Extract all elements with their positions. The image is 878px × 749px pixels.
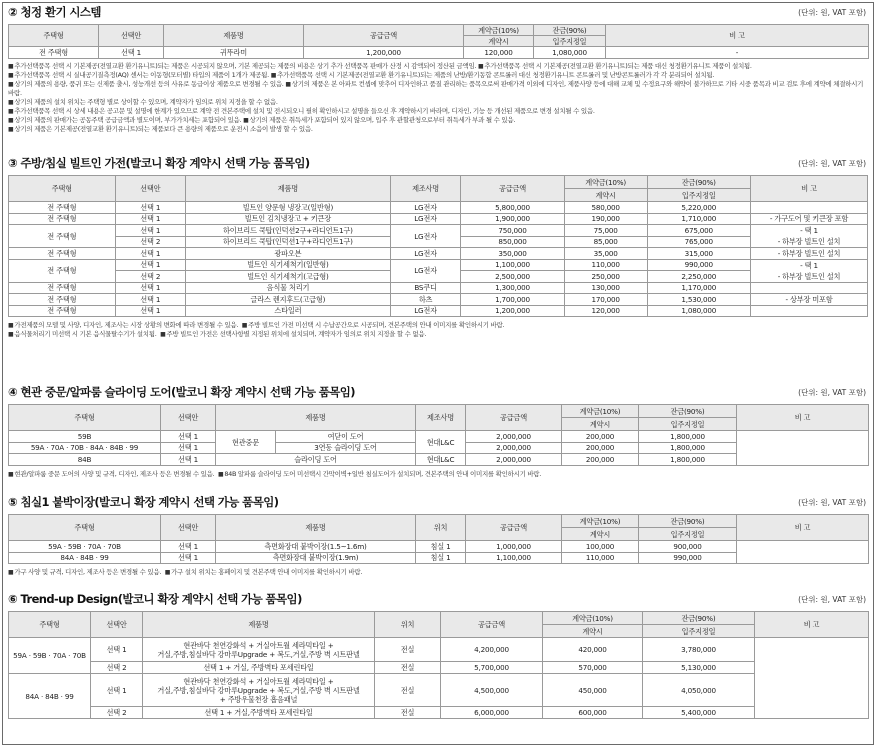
cell-balance: 5,400,000 [643, 707, 755, 719]
cell-deposit: 170,000 [564, 294, 647, 306]
note: 주방 빌트인 가전은 선택사항별 지정된 위치에 설치되며, 계약자가 임의로 위치 지정을 할 수 없음. [166, 330, 427, 338]
cell-deposit: 200,000 [562, 431, 639, 443]
th-deposit-sub: 계약시 [464, 36, 534, 47]
table-row [9, 213, 868, 225]
cell-deposit: 450,000 [543, 674, 643, 707]
cell-balance: 1,800,000 [639, 454, 737, 466]
cell-location: 침실 1 [416, 541, 466, 553]
th-option: 선택안 [161, 405, 216, 431]
cell-deposit: 420,000 [543, 638, 643, 662]
cell-price: 5,800,000 [461, 202, 564, 214]
th-balance: 잔금(90%) [639, 405, 737, 418]
cell-remark: - 가구도어 및 키큰장 포함 [751, 213, 868, 225]
th-deposit-sub: 계약시 [562, 528, 639, 541]
cell-remark [737, 431, 869, 466]
note: 추가선택품목 선택 시 기본제공(전열교환 환기유니트)되는 제품의 난방/환기동합 콘트롤러 대신 청정환기유니트 콘트롤러 및 난방콘트롤러가 각 각 분리되어 설치됨. [277, 71, 715, 79]
cell-price: 2,000,000 [466, 431, 562, 443]
cell-deposit: 100,000 [562, 541, 639, 553]
note: 주방 빌트인 가전 미선택 시 수납공간으로 시공되며, 견본주택의 안내 이미지를 확인하시기 바람. [248, 321, 505, 329]
cell-type: 84A · 84B · 99 [9, 674, 91, 719]
table-row [9, 541, 869, 553]
cell-balance: 2,250,000 [647, 271, 750, 283]
th-remark: 비 고 [606, 25, 869, 47]
th-deposit: 계약금(10%) [564, 176, 647, 189]
cell-price: 2,500,000 [461, 271, 564, 283]
price-list-document [2, 2, 874, 745]
th-type: 주택형 [9, 25, 99, 47]
cell-price: 1,300,000 [461, 282, 564, 294]
cell-option: 선택 1 [161, 552, 216, 564]
cell-maker: BS쿠디 [390, 282, 460, 294]
cell-price: 350,000 [461, 248, 564, 260]
cell-balance: 5,130,000 [643, 662, 755, 674]
cell-price: 1,200,000 [304, 47, 464, 59]
cell-balance: 4,050,000 [643, 674, 755, 707]
note: 상기의 제품은 본 아파트 컨셉에 맞추어 디자인하고 품질 관리하는 품목으로써 판매가격 이외에 디자인, 제품사양 등에 대해 교체 및 수정요구와 해약이 불가하므로 기타 시중 품목과 비교 검토 후에 계약에 체결하시기 바람. [8, 80, 864, 97]
cell-remark [737, 541, 869, 564]
cell-type: 전 주택형 [9, 225, 116, 248]
cell-balance: 3,780,000 [643, 638, 755, 662]
cell-remark: - 상부장 미포함 [751, 294, 868, 306]
th-maker: 제조사명 [416, 405, 466, 431]
th-option: 선택안 [99, 25, 164, 47]
th-balance-sub: 입주지정일 [643, 625, 755, 638]
note: 상기의 제품은 취득세가 포함되어 있지 않으며, 입주 후 관할관청으로부터 취득세가 부과 될 수 있음. [249, 116, 516, 124]
cell-maker: LG전자 [390, 225, 460, 248]
cell-maker: 현대L&C [416, 454, 466, 466]
cell-type: 전 주택형 [9, 213, 116, 225]
cell-price: 6,000,000 [441, 707, 543, 719]
th-maker: 제조사명 [390, 176, 460, 202]
table-row [9, 305, 868, 317]
table-row [9, 225, 868, 237]
th-deposit: 계약금(10%) [543, 612, 643, 625]
cell-balance: 1,080,000 [647, 305, 750, 317]
table-row [9, 294, 868, 306]
th-type: 주택형 [9, 515, 161, 541]
cell-price: 4,500,000 [441, 674, 543, 707]
cell-product: 선택 1 + 거실,주방벽타 포세린타일 [143, 707, 375, 719]
cell-maker: 현대L&C [416, 431, 466, 454]
cell-price: 2,000,000 [466, 442, 562, 454]
cell-remark: - [606, 47, 869, 59]
th-deposit-sub: 계약시 [564, 189, 647, 202]
cell-option: 선택 1 [161, 454, 216, 466]
cell-deposit: 200,000 [562, 442, 639, 454]
cell-remark [755, 638, 869, 719]
cell-type: 59A · 70A · 70B · 84A · 84B · 99 [9, 442, 161, 454]
cell-deposit: 200,000 [562, 454, 639, 466]
th-remark: 비 고 [737, 515, 869, 541]
section-title: ⑤ 침실1 붙박이장(발코니 확장 계약시 선택 가능 품목임) [8, 495, 279, 509]
cell-product: 귀뚜라미 [164, 47, 304, 59]
cell-product: 빌트인 식기세척기(고급형) [185, 271, 390, 283]
cell-option: 선택 1 [115, 213, 185, 225]
remark-line: - 택 1 [800, 226, 818, 235]
th-deposit: 계약금(10%) [562, 515, 639, 528]
remark-line: - 하부장 빌트인 설치 [777, 271, 841, 281]
th-remark: 비 고 [737, 405, 869, 431]
cell-balance: 1,710,000 [647, 213, 750, 225]
cell-price: 2,000,000 [466, 454, 562, 466]
th-deposit-sub: 계약시 [543, 625, 643, 638]
th-type: 주택형 [9, 612, 91, 638]
cell-location: 전실 [375, 638, 441, 662]
note: 추가선택품목 선택 시 상세 내용은 공고문 및 설명에 한계가 있으므로 계약 전 견본주택에 설치 및 전시되오니 필히 확인하시고 설명을 들으신 후 계약하시기 바라며, 디자인, 기능 등 개선된 제품으로 변경 설치될 수 있음. [14, 107, 595, 115]
th-option: 선택안 [161, 515, 216, 541]
cell-balance: 990,000 [647, 259, 750, 271]
note: 상기의 제품의 용량, 품귀 또는 신제품 출시, 성능개선 등의 사유로 동급이상 제품으로 변경될 수 있음. [14, 80, 284, 88]
cell-deposit: 35,000 [564, 248, 647, 260]
table-row [9, 638, 869, 662]
cell-product: 측면화장대 붙박이장(1.9m) [216, 552, 416, 564]
table-row [9, 707, 869, 719]
note: 추가선택품목 선택 시 실내공기질측정(AQ) 센서는 이동형(모터별) 타입의 제품이 1개가 제공됨. [14, 71, 269, 79]
appliances-table [8, 175, 868, 317]
th-deposit: 계약금(10%) [464, 25, 534, 36]
cell-balance: 5,220,000 [647, 202, 750, 214]
cell-option: 선택 1 [115, 305, 185, 317]
th-product: 제품명 [185, 176, 390, 202]
cell-type: 전 주택형 [9, 305, 116, 317]
note: 가전제품의 모델 및 사양, 디자인, 제조사는 시장 상황의 변화에 따라 변경될 수 있음. [14, 321, 239, 329]
cell-option: 선택 2 [115, 271, 185, 283]
th-deposit: 계약금(10%) [562, 405, 639, 418]
cell-option: 선택 1 [115, 202, 185, 214]
th-type: 주택형 [9, 176, 116, 202]
cell-remark [751, 305, 868, 317]
ventilation-notes: ■추가선택품목 선택 시 기본제공(전열교환 환기유니트)되는 제품은 시공되지 않으며, 기본 제공되는 제품의 비용은 상기 추가 선택품목 판매가 산정 시 감액되어 정산된 금액임. ■추가선택품목 선택 시 기본제공(전열교환 환기유니트)되는 제품 대신 청정환기유니트 제품이 설치됨. ■추가선택품목 선택 시 실내공기질측정(AQ) 센서는 이동형(모터별) 타입의 제품이 1개가 제공됨. ■추가선택품목 선택 시 기본제공(전열교환 환기유니트)되는 제품의 난방/환기동합 콘트롤러 대신 청정환기유니트 콘트롤러 및 난방콘트롤러가 각 각 분리되어 설치됨. ■상기의 제품의 용량, 품귀 또는 신제품 출시, 성능개선 등의 사유로 동급이상 제품으로 변경될 수 있음. ■상기의 제품은 본 아파트 컨셉에 맞추어 디자인하고 품질 관리하는 품목으로써 판매가격 이외에 디자인, 제품사양 등에 대해 교체 및 수정요구와 해약이 불가하므로 기타 시중 품목과 비교 검토 후에 계약에 체결하시기 바람. ■상기의 제품의 설치 위치는 주택형 별로 상이할 수 있으며, 계약자가 임의로 위치 지정을 할 수 없음. ■추가선택품목 선택 시 상세 내용은 공고문 및 설명에 한계가 있으므로 계약 전 견본주택에 설치 및 전시되오니 필히 확인하시고 설명을 들으신 후 계약하시기 바라며, 디자인, 기능 등 개선된 제품으로 변경 설치될 수 있음. ■상기의 제품의 판매가는 공동주택 공급금액과 별도이며, 부가가치세는 포함되어 있음. ■상기의 제품은 취득세가 포함되어 있지 않으며, 입주 후 관할관청으로부터 취득세가 부과 될 수 있음. ■상기의 제품은 기본제공(전열교환 환기유니트)되는 제품보다 큰 용량의 제품으로 운전시 소음이 발생 할 수 있음. [8, 62, 864, 133]
th-price: 공급금액 [466, 515, 562, 541]
th-balance: 잔금(90%) [643, 612, 755, 625]
cell-category: 현관중문 [216, 431, 276, 454]
cell-option: 선택 1 [161, 442, 216, 454]
unit-note: (단위: 원, VAT 포함) [798, 388, 866, 397]
cell-location: 전실 [375, 707, 441, 719]
remark-line: - 택 1 [800, 260, 818, 270]
cell-type: 84B [9, 454, 161, 466]
cell-balance: 315,000 [647, 248, 750, 260]
cell-option: 선택 1 [91, 638, 143, 662]
cell-maker: LG전자 [390, 259, 460, 282]
door-notes: ■현관/알파룸 중문 도어의 사양 및 규격, 디자인, 제조사 등은 변경될 수 있음. ■84B 알파룸 슬라이딩 도어 미선택시 간막이벽+일반 침실도어가 설치되며, 견본주택의 안내 이미지를 확인하시기 바람. [8, 469, 542, 478]
table-row [9, 662, 869, 674]
cell-maker: LG전자 [390, 305, 460, 317]
cell-product: 측면화장대 붙박이장(1.5~1.6m) [216, 541, 416, 553]
th-option: 선택안 [91, 612, 143, 638]
table-row [9, 202, 868, 214]
unit-note: (단위: 원, VAT 포함) [798, 8, 866, 17]
ventilation-table [8, 24, 869, 59]
cell-location: 전실 [375, 674, 441, 707]
cell-price: 5,700,000 [441, 662, 543, 674]
cell-maker: LG전자 [390, 213, 460, 225]
cell-balance: 1,800,000 [639, 431, 737, 443]
cell-deposit: 85,000 [564, 236, 647, 248]
cell-balance: 1,530,000 [647, 294, 750, 306]
th-balance-sub: 입주지정일 [647, 189, 750, 202]
section-title: ③ 주방/침실 빌트인 가전(발코니 확장 계약시 선택 가능 품목임) [8, 156, 310, 170]
cell-product: 3연동 슬라이딩 도어 [276, 442, 416, 454]
th-product: 제품명 [216, 405, 416, 431]
th-balance-sub: 입주지정일 [639, 418, 737, 431]
cell-deposit: 250,000 [564, 271, 647, 283]
cell-balance: 675,000 [647, 225, 750, 237]
note: 상기의 제품의 판매가는 공동주택 공급금액과 별도이며, 부가가치세는 포함되어 있음. [14, 116, 242, 124]
product-line: 거실,주방,침실바닥 강마루Upgrade + 복도,거실,주방 벽 시트판넬 [157, 649, 360, 659]
cell-option: 선택 1 [99, 47, 164, 59]
cell-option: 선택 1 [161, 541, 216, 553]
cell-price: 1,200,000 [461, 305, 564, 317]
product-line: 거실,주방,침실바닥 강마루Upgrade + 복도,거실,주방 벽 시트판넬 [157, 685, 360, 695]
appliances-notes: ■가전제품의 모델 및 사양, 디자인, 제조사는 시장 상황의 변화에 따라 변경될 수 있음. ■주방 빌트인 가전 미선택 시 수납공간으로 시공되며, 견본주택의 안내 이미지를 확인하시기 바람. ■음식물처리기 미선택 시 기본 음식물탈수기가 설치됨. ■주방 빌트인 가전은 선택사항별 지정된 위치에 설치되며, 계약자가 임의로 위치 지정을 할 수 없음. [8, 321, 505, 338]
section-builtin-appliances [8, 156, 868, 339]
cell-balance: 990,000 [639, 552, 737, 564]
cell-location: 침실 1 [416, 552, 466, 564]
th-balance: 잔금(90%) [534, 25, 606, 36]
unit-note: (단위: 원, VAT 포함) [798, 595, 866, 604]
cell-remark: - 하부장 빌트인 설치 [751, 248, 868, 260]
cell-type: 전 주택형 [9, 202, 116, 214]
table-row [9, 47, 869, 59]
unit-note: (단위: 원, VAT 포함) [798, 159, 866, 168]
cell-deposit: 120,000 [464, 47, 534, 59]
cell-option: 선택 2 [91, 662, 143, 674]
cell-location: 전실 [375, 662, 441, 674]
cell-price: 1,900,000 [461, 213, 564, 225]
cell-product: 스타일러 [185, 305, 390, 317]
cell-type: 84A · 84B · 99 [9, 552, 161, 564]
th-remark: 비 고 [751, 176, 868, 202]
cell-product: 글라스 렌지후드(고급형) [185, 294, 390, 306]
cell-option: 선택 1 [115, 225, 185, 237]
section-title: ② 청정 환기 시스템 [8, 5, 101, 19]
cell-type: 전 주택형 [9, 47, 99, 59]
th-type: 주택형 [9, 405, 161, 431]
cell-product: 여닫이 도어 [276, 431, 416, 443]
cell-product: 선택 1 + 거실, 주방벽타 포세린타일 [143, 662, 375, 674]
table-row [9, 282, 868, 294]
remark-line: - 하부장 빌트인 설치 [777, 237, 841, 246]
cell-option: 선택 2 [115, 236, 185, 248]
th-product: 제품명 [143, 612, 375, 638]
cell-option: 선택 1 [115, 259, 185, 271]
note: 현관/알파룸 중문 도어의 사양 및 규격, 디자인, 제조사 등은 변경될 수 있음. [14, 469, 215, 478]
note: 가구 설치 위치는 홍페이지 및 견본주택 안내 이미지를 확인하시기 바람. [171, 568, 363, 576]
cell-deposit: 130,000 [564, 282, 647, 294]
section-wardrobe [8, 495, 868, 577]
th-balance-sub: 입주지정일 [639, 528, 737, 541]
cell-remark [751, 282, 868, 294]
product-line: 현관바닥 천연강화석 + 거실아트월 세라믹타일 + [183, 676, 334, 686]
cell-type: 전 주택형 [9, 259, 116, 282]
note: 음식물처리기 미선택 시 기본 음식물탈수기가 설치됨. [14, 330, 157, 338]
cell-balance: 1,800,000 [639, 442, 737, 454]
cell-type: 59B [9, 431, 161, 443]
cell-price: 850,000 [461, 236, 564, 248]
cell-type: 59A · 59B · 70A · 70B [9, 638, 91, 674]
cell-price: 1,000,000 [466, 541, 562, 553]
cell-option: 선택 1 [161, 431, 216, 443]
cell-balance: 765,000 [647, 236, 750, 248]
section-title: ⑥ Trend-up Design(발코니 확장 계약시 선택 가능 품목임) [8, 592, 302, 606]
cell-option: 선택 1 [115, 282, 185, 294]
cell-remark [751, 225, 868, 248]
cell-maker: LG전자 [390, 248, 460, 260]
unit-note: (단위: 원, VAT 포함) [798, 498, 866, 507]
note: 상기의 제품은 기본제공(전열교환 환기유니트)되는 제품보다 큰 용량의 제품으로 운전시 소음이 발생 할 수 있음. [14, 125, 313, 133]
cell-deposit: 110,000 [564, 259, 647, 271]
wardrobe-notes: ■가구 사양 및 규격, 디자인, 제조사 등은 변경될 수 있음. ■가구 설치 위치는 홍페이지 및 견본주택 안내 이미지를 확인하시기 바람. [8, 568, 363, 576]
th-balance: 잔금(90%) [647, 176, 750, 189]
door-table [8, 404, 869, 466]
th-price: 공급금액 [304, 25, 464, 47]
cell-price: 750,000 [461, 225, 564, 237]
cell-product: 하이브리드 쿡탑(인덕션1구+라디언트1구) [185, 236, 390, 248]
th-product: 제품명 [164, 25, 304, 47]
cell-option: 선택 1 [115, 294, 185, 306]
th-remark: 비 고 [755, 612, 869, 638]
cell-remark [751, 202, 868, 214]
cell-price: 1,100,000 [461, 259, 564, 271]
th-balance-sub: 입주지정일 [534, 36, 606, 47]
cell-product: 하이브리드 쿡탑(인덕션2구+라디언트1구) [185, 225, 390, 237]
trendup-table [8, 611, 869, 719]
th-price: 공급금액 [441, 612, 543, 638]
cell-deposit: 190,000 [564, 213, 647, 225]
cell-deposit: 600,000 [543, 707, 643, 719]
cell-price: 4,200,000 [441, 638, 543, 662]
cell-deposit: 110,000 [562, 552, 639, 564]
cell-type: 전 주택형 [9, 282, 116, 294]
cell-balance: 1,080,000 [534, 47, 606, 59]
cell-deposit: 570,000 [543, 662, 643, 674]
th-location: 위치 [416, 515, 466, 541]
cell-type: 전 주택형 [9, 294, 116, 306]
cell-deposit: 580,000 [564, 202, 647, 214]
section-trend-up-design [8, 592, 868, 719]
table-row [9, 248, 868, 260]
cell-product: 음식물 처리기 [185, 282, 390, 294]
cell-product: 슬라이딩 도어 [216, 454, 416, 466]
cell-option: 선택 1 [115, 248, 185, 260]
section-ventilation [8, 5, 868, 144]
cell-option: 선택 1 [91, 674, 143, 707]
cell-product: 광파오븐 [185, 248, 390, 260]
wardrobe-table [8, 514, 869, 564]
th-product: 제품명 [216, 515, 416, 541]
th-location: 위치 [375, 612, 441, 638]
section-sliding-door [8, 385, 868, 479]
cell-product [143, 638, 375, 662]
section-title: ④ 현관 중문/알파룸 슬라이딩 도어(발코니 확장 계약시 선택 가능 품목임) [8, 385, 355, 399]
cell-type: 59A · 59B · 70A · 70B [9, 541, 161, 553]
product-line: 현관바닥 천연강화석 + 거실아트월 세라믹타일 + [183, 640, 334, 650]
cell-balance: 900,000 [639, 541, 737, 553]
cell-maker: LG전자 [390, 202, 460, 214]
cell-deposit: 75,000 [564, 225, 647, 237]
table-row [9, 259, 868, 271]
th-price: 공급금액 [461, 176, 564, 202]
th-balance: 잔금(90%) [639, 515, 737, 528]
table-row [9, 431, 869, 443]
cell-maker: 하츠 [390, 294, 460, 306]
cell-balance: 1,170,000 [647, 282, 750, 294]
cell-product: 빌트인 식기세척기(일반형) [185, 259, 390, 271]
th-deposit-sub: 계약시 [562, 418, 639, 431]
note: 추가선택품목 선택 시 기본제공(전열교환 환기유니트)되는 제품 대신 청정환기유니트 제품이 설치됨. [484, 62, 752, 70]
cell-deposit: 120,000 [564, 305, 647, 317]
cell-product: 빌트인 양문형 냉장고(일반형) [185, 202, 390, 214]
note: 추가선택품목 선택 시 기본제공(전열교환 환기유니트)되는 제품은 시공되지 않으며, 기본 제공되는 제품의 비용은 상기 추가 선택품목 판매가 산정 시 감액되어 정산된 금액임. [14, 62, 477, 70]
th-option: 선택안 [115, 176, 185, 202]
cell-type: 전 주택형 [9, 248, 116, 260]
th-price: 공급금액 [466, 405, 562, 431]
product-line: + 주방우물천장 흡음패널 [219, 694, 298, 704]
cell-product [143, 674, 375, 707]
cell-option: 선택 2 [91, 707, 143, 719]
cell-product: 빌트인 김치냉장고 + 키큰장 [185, 213, 390, 225]
table-row [9, 674, 869, 707]
cell-remark [751, 259, 868, 282]
cell-price: 1,100,000 [466, 552, 562, 564]
cell-price: 1,700,000 [461, 294, 564, 306]
note: 상기의 제품의 설치 위치는 주택형 별로 상이할 수 있으며, 계약자가 임의로 위치 지정을 할 수 없음. [14, 98, 278, 106]
note: 가구 사양 및 규격, 디자인, 제조사 등은 변경될 수 있음. [14, 568, 162, 576]
note: 84B 알파룸 슬라이딩 도어 미선택시 간막이벽+일반 침실도어가 설치되며, 견본주택의 안내 이미지를 확인하시기 바람. [224, 469, 542, 478]
